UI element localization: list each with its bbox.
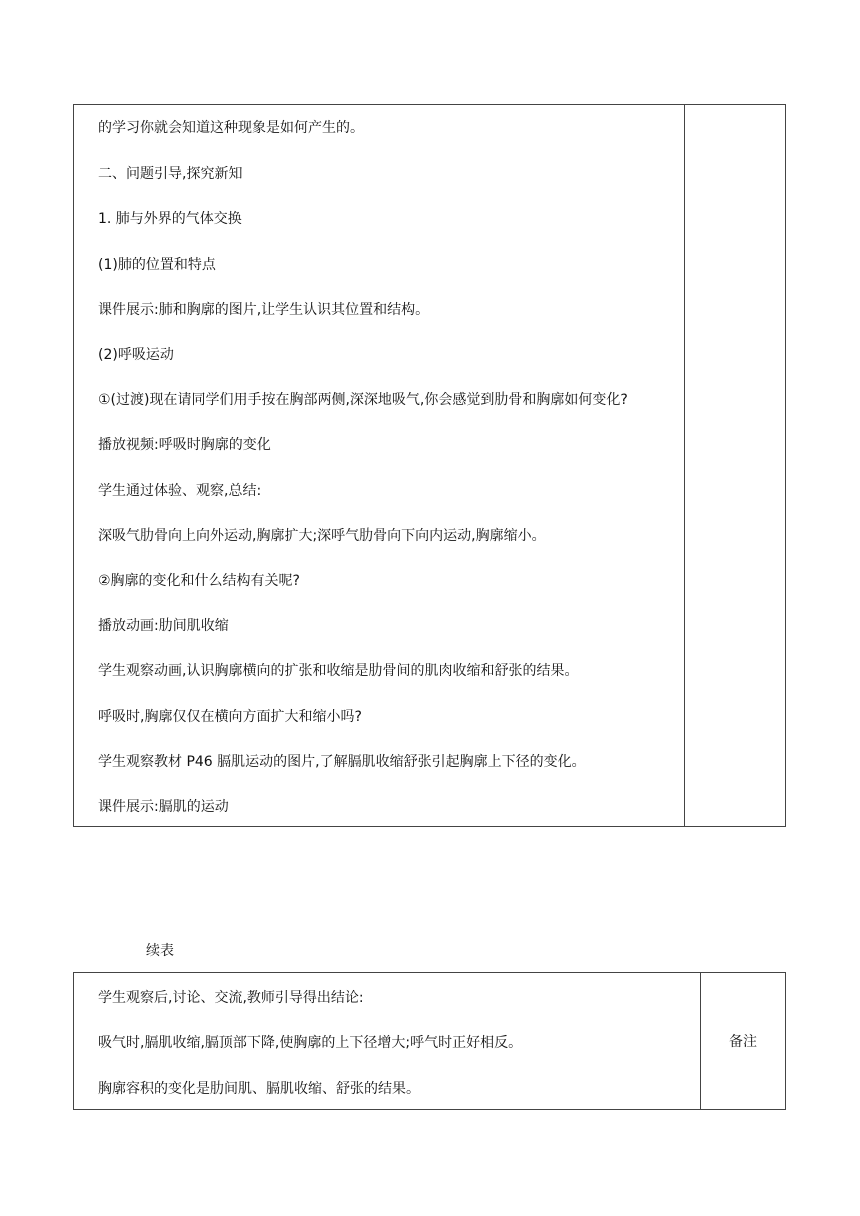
column-divider xyxy=(684,105,685,826)
subsection-heading: 1. 肺与外界的气体交换 xyxy=(98,211,242,227)
section-heading: 二、问题引导,探究新知 xyxy=(98,166,243,182)
text-line: 课件展示:肺和胸廓的图片,让学生认识其位置和结构。 xyxy=(98,302,430,318)
text-line: 吸气时,膈肌收缩,膈顶部下降,使胸廓的上下径增大;呼气时正好相反。 xyxy=(98,1035,523,1051)
continued-caption: 续表 xyxy=(146,943,174,959)
text-line: 学生观察教材 P46 膈肌运动的图片,了解膈肌收缩舒张引起胸廓上下径的变化。 xyxy=(98,754,586,770)
lesson-table xyxy=(73,104,786,827)
text-line: 呼吸时,胸廓仅仅在横向方面扩大和缩小吗? xyxy=(98,709,362,725)
text-line: 深吸气肋骨向上向外运动,胸廓扩大;深呼气肋骨向下向内运动,胸廓缩小。 xyxy=(98,528,546,544)
text-line: 播放动画:肋间肌收缩 xyxy=(98,618,229,634)
text-line: 的学习你就会知道这种现象是如何产生的。 xyxy=(98,120,364,136)
text-line: 学生通过体验、观察,总结: xyxy=(98,483,262,499)
remarks-cell: 备注 xyxy=(729,1034,757,1050)
text-line: 播放视频:呼吸时胸廓的变化 xyxy=(98,437,271,453)
text-line: 胸廓容积的变化是肋间肌、膈肌收缩、舒张的结果。 xyxy=(98,1081,420,1097)
text-line: 学生观察动画,认识胸廓横向的扩张和收缩是肋骨间的肌肉收缩和舒张的结果。 xyxy=(98,663,579,679)
subsection-heading: (1)肺的位置和特点 xyxy=(98,257,216,273)
text-line: 课件展示:膈肌的运动 xyxy=(98,799,229,815)
text-line: ②胸廓的变化和什么结构有关呢? xyxy=(98,573,300,589)
continued-table xyxy=(73,972,786,1110)
text-line: ①(过渡)现在请同学们用手按在胸部两侧,深深地吸气,你会感觉到肋骨和胸廓如何变化? xyxy=(98,392,628,408)
text-line: 学生观察后,讨论、交流,教师引导得出结论: xyxy=(98,990,364,1006)
subsection-heading: (2)呼吸运动 xyxy=(98,347,174,363)
